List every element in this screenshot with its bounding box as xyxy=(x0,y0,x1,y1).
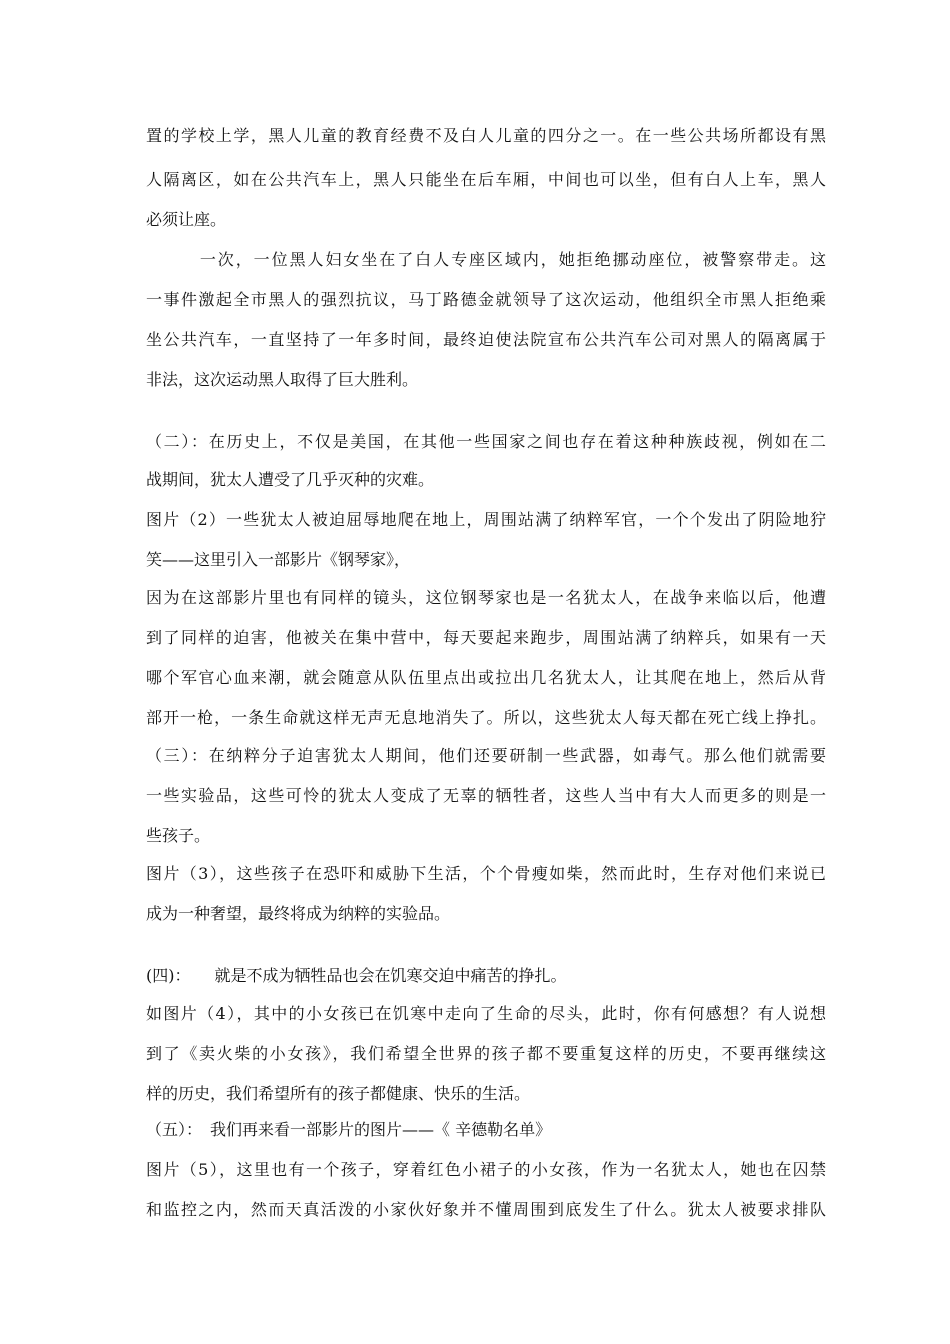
text-line: 人隔离区，如在公共汽车上，黑人只能坐在后车厢，中间也可以坐，但有白人上车，黑人 xyxy=(146,170,826,189)
text-line: 图片（3），这些孩子在恐吓和威胁下生活，个个骨瘦如柴，然而此时，生存对他们来说已 xyxy=(146,864,826,883)
text-line: 一次，一位黑人妇女坐在了白人专座区域内，她拒绝挪动座位，被警察带走。这 xyxy=(146,250,826,269)
text-line: 如图片（4），其中的小女孩已在饥寒中走向了生命的尽头，此时，你有何感想？有人说想 xyxy=(146,1004,826,1023)
text-line: 样的历史，我们希望所有的孩子都健康、快乐的生活。 xyxy=(146,1084,531,1103)
text-line: 战期间，犹太人遭受了几乎灭种的灾难。 xyxy=(146,470,435,489)
text-line: 到了同样的迫害，他被关在集中营中，每天要起来跑步，周围站满了纳粹兵，如果有一天 xyxy=(146,628,826,647)
text-line: 哪个军官心血来潮，就会随意从队伍里点出或拉出几名犹太人，让其爬在地上，然后从背 xyxy=(146,668,826,687)
text-line: 成为一种奢望，最终将成为纳粹的实验品。 xyxy=(146,904,451,923)
text-line: （三）：在纳粹分子迫害犹太人期间，他们还要研制一些武器，如毒气。那么他们就需要 xyxy=(146,746,826,765)
text-line: 图片（5），这里也有一个孩子，穿着红色小裙子的小女孩，作为一名犹太人，她也在囚禁 xyxy=(146,1160,826,1179)
text-line: （五）： 我们再来看一部影片的图片——《 辛德勒名单》 xyxy=(146,1120,552,1139)
text-line: 坐公共汽车，一直坚持了一年多时间，最终迫使法院宣布公共汽车公司对黑人的隔离属于 xyxy=(146,330,826,349)
text-line: 置的学校上学，黑人儿童的教育经费不及白人儿童的四分之一。在一些公共场所都设有黑 xyxy=(146,126,826,145)
text-line: (四)： 就是不成为牺牲品也会在饥寒交迫中痛苦的挣扎。 xyxy=(146,966,567,985)
text-line: 图片（2）一些犹太人被迫屈辱地爬在地上，周围站满了纳粹军官，一个个发出了阴险地狞 xyxy=(146,510,826,529)
text-line: （二）：在历史上，不仅是美国，在其他一些国家之间也存在着这种种族歧视，例如在二 xyxy=(146,432,826,451)
text-line: 一些实验品，这些可怜的犹太人变成了无辜的牺牲者，这些人当中有大人而更多的则是一 xyxy=(146,786,826,805)
text-line: 些孩子。 xyxy=(146,826,211,845)
text-line: 到了《卖火柴的小女孩》，我们希望全世界的孩子都不要重复这样的历史，不要再继续这 xyxy=(146,1044,826,1063)
text-line: 部开一枪，一条生命就这样无声无息地消失了。所以，这些犹太人每天都在死亡线上挣扎。 xyxy=(146,708,826,727)
text-line: 因为在这部影片里也有同样的镜头，这位钢琴家也是一名犹太人，在战争来临以后，他遭 xyxy=(146,588,826,607)
text-line: 一事件激起全市黑人的强烈抗议，马丁路德金就领导了这次运动，他组织全市黑人拒绝乘 xyxy=(146,290,826,309)
text-line: 笑——这里引入一部影片《钢琴家》， xyxy=(146,550,411,569)
text-line: 和监控之内，然而天真活泼的小家伙好象并不懂周围到底发生了什么。犹太人被要求排队 xyxy=(146,1200,826,1219)
text-line: 非法，这次运动黑人取得了巨大胜利。 xyxy=(146,370,419,389)
text-line: 必须让座。 xyxy=(146,210,227,229)
